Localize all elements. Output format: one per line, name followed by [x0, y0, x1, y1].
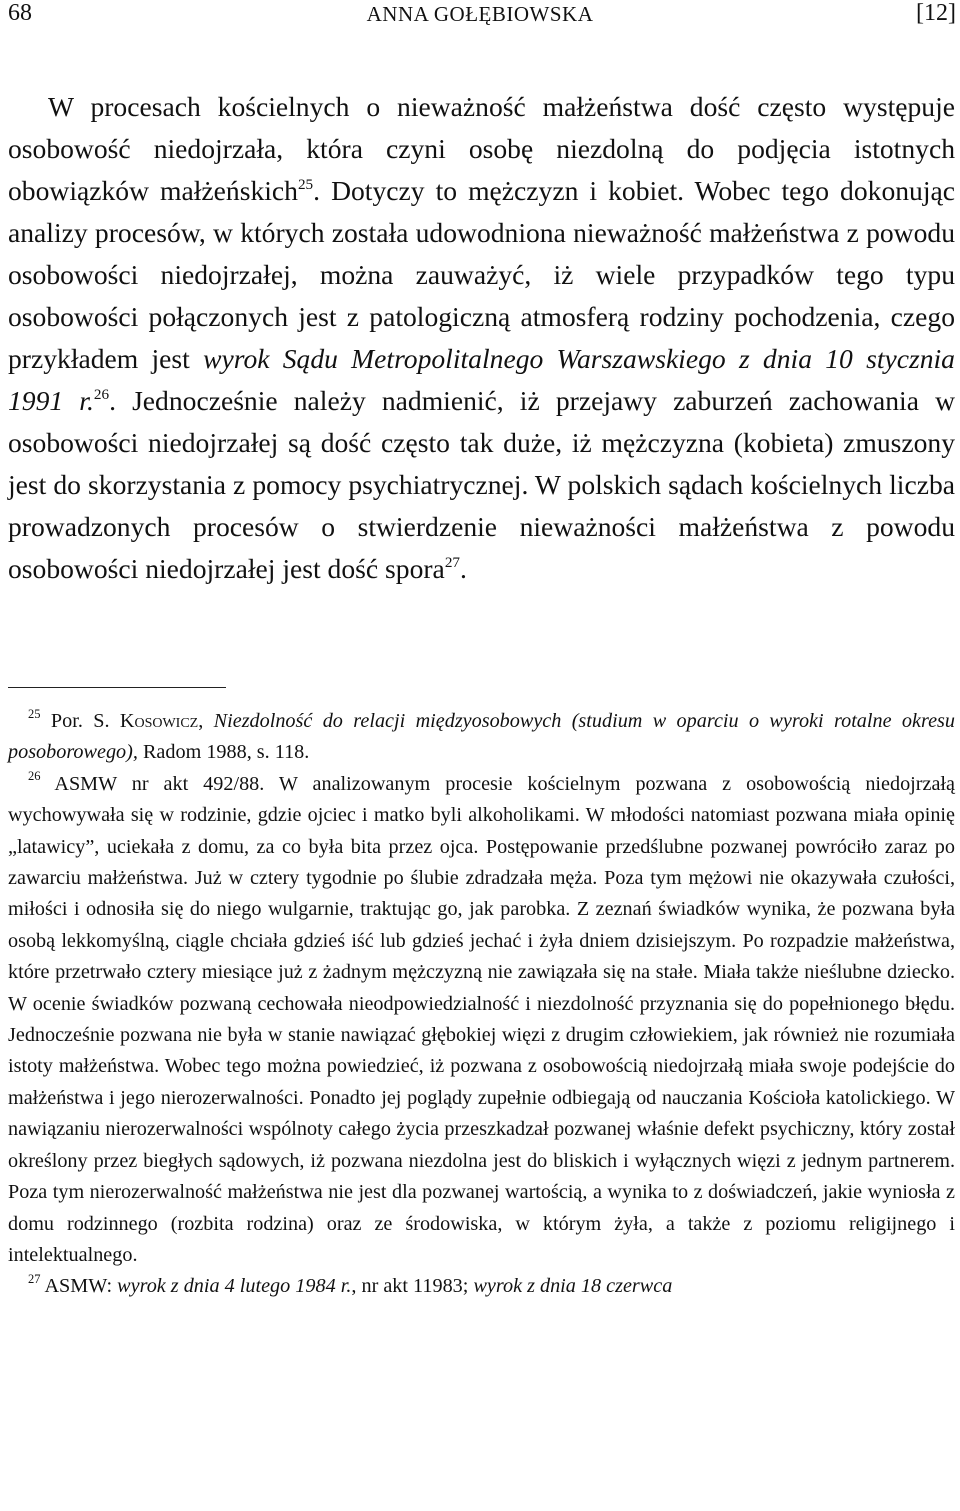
- footnote-26: [8, 769, 955, 1272]
- footnote-25: [8, 706, 955, 769]
- cited-judgment: wyrok z dnia 18 czerwca: [473, 1275, 673, 1298]
- text-run: . Jednocześnie należy nadmienić, iż przejawy zaburzeń zachowania w osobowości niedojrzałej są dość często tak duże, iż mężczyzna (kobieta) zmuszony jest do skorzystania z pomocy psychiatrycznej. W polskich sądach kościelnych liczba prowadzonych procesów o stwierdzenie nieważności małżeństwa z powodu osobowości niedojrzałej jest dość spora: [8, 385, 956, 584]
- case-citation: wyrok Sądu Metropolitalnego Warszawskiego z dnia 10 stycznia 1991 r.: [8, 343, 955, 416]
- footnote-ref-27: 27: [444, 553, 460, 571]
- footnote-separator: [8, 687, 226, 688]
- text-run: W procesach kościelnych o nieważność małżeństwa dość często występuje osobowość niedojrzała, która czyni osobę niezdolną do podjęcia istotnych obowiązków małżeńskich: [8, 91, 955, 206]
- running-author: ANNA GOŁĘBIOWSKA: [366, 2, 594, 26]
- main-text: [8, 86, 955, 590]
- running-header: [0, 0, 960, 30]
- text-run: Radom 1988, s. 118.: [137, 741, 310, 764]
- text-run: ASMW:: [44, 1275, 118, 1298]
- cited-judgment: wyrok z dnia 4 lutego 1984 r.: [117, 1275, 352, 1298]
- text-run: ASMW nr akt 492/88. W analizowanym procesie kościelnym pozwana z osobowością niedojrzałą wychowywała się w rodzinie, gdzie ojciec i matko byli alkoholikami. W młodości natomiast pozwana miała opinię „latawicy”, uciekała z domu, za co była bita przez ojca. Postępowanie przedślubne pozwanej powróciło zaraz po zawarciu małżeństwa. Już w cztery tygodnie po ślubie zdradzała męża. Poza tym mężowi nie okazywała czułości, miłości i odnosiła się do niego wulgarnie, traktując go, jak parobka. Z zeznań świadków wynika, że pozwana była osobą lekkomyślną, ciągle chciała gdzieś iść lub gdzieś jechać i żyła dniem dzisiejszym. Po rozpadzie małżeństwa, które przetrwało cztery miesiące już z żadnym mężczyzną nie zawiązała się na stałe. Miała także nieślubne dziecko. W ocenie świadków pozwaną cechowała nieodpowiedzialność i niezdolność przyznania się do popełnionego błędu. Jednocześnie pozwana nie była w stanie nawiązać głębokiej więzi z drugim człowiekiem, jak również nie rozumiała istoty małżeństwa. Wobec tego można powiedzieć, iż pozwana z osobowością niedojrzałą miała swoje podejście do małżeństwa i jego nierozerwalności. Ponadto jej poglądy zupełnie odbiegają od nauczania Kościoła katolickiego. W nawiązaniu nierozerwalności wspólnoty całego życia przeszkadzał pozwanej właśnie defekt psychiczny, który został określony przez biegłych sądowych, iż pozwana niezdolna jest do bliskich i wyłącznych więzi z jednym partnerem. Poza tym nierozerwalność małżeństwa nie jest dla pozwanej wartością, a wynika to z doświadczeń, jakie wyniosła z domu rodzinnego (rozbita rodzina) oraz ze środowiska, w którym żyła, a także z poziomu religijnego i intelektualnego.: [8, 772, 956, 1266]
- cited-author: Kosowicz: [119, 710, 199, 732]
- page-number: 68: [8, 0, 32, 26]
- text-run: Por. S.: [50, 710, 120, 732]
- footnote-number: 27: [28, 1271, 41, 1286]
- footnote-number: 26: [28, 769, 41, 784]
- footnotes: [8, 706, 955, 1303]
- cited-title: Niezdolność do relacji międzyosobowych (studium w oparciu o wyroki rotalne okresu posoborowego),: [8, 710, 955, 764]
- footnote-number: 25: [28, 706, 41, 721]
- footnote-27: [8, 1271, 955, 1302]
- text-run: .: [459, 553, 467, 584]
- footnote-ref-25: 25: [297, 175, 314, 193]
- footnote-ref-26: 26: [93, 385, 110, 403]
- text-run: ,: [198, 710, 214, 732]
- section-number: [12]: [916, 0, 956, 26]
- paragraph: [8, 86, 955, 590]
- text-run: , nr akt 11983;: [351, 1275, 474, 1298]
- text-run: . Dotyczy to mężczyzn i kobiet. Wobec tego dokonując analizy procesów, w których została udowodniona nieważność małżeństwa z powodu osobowości niedojrzałej, można zauważyć, iż wiele przypadków tego typu osobowości połączonych jest z patologiczną atmosferą rodziny pochodzenia, czego przykładem jest: [8, 175, 955, 374]
